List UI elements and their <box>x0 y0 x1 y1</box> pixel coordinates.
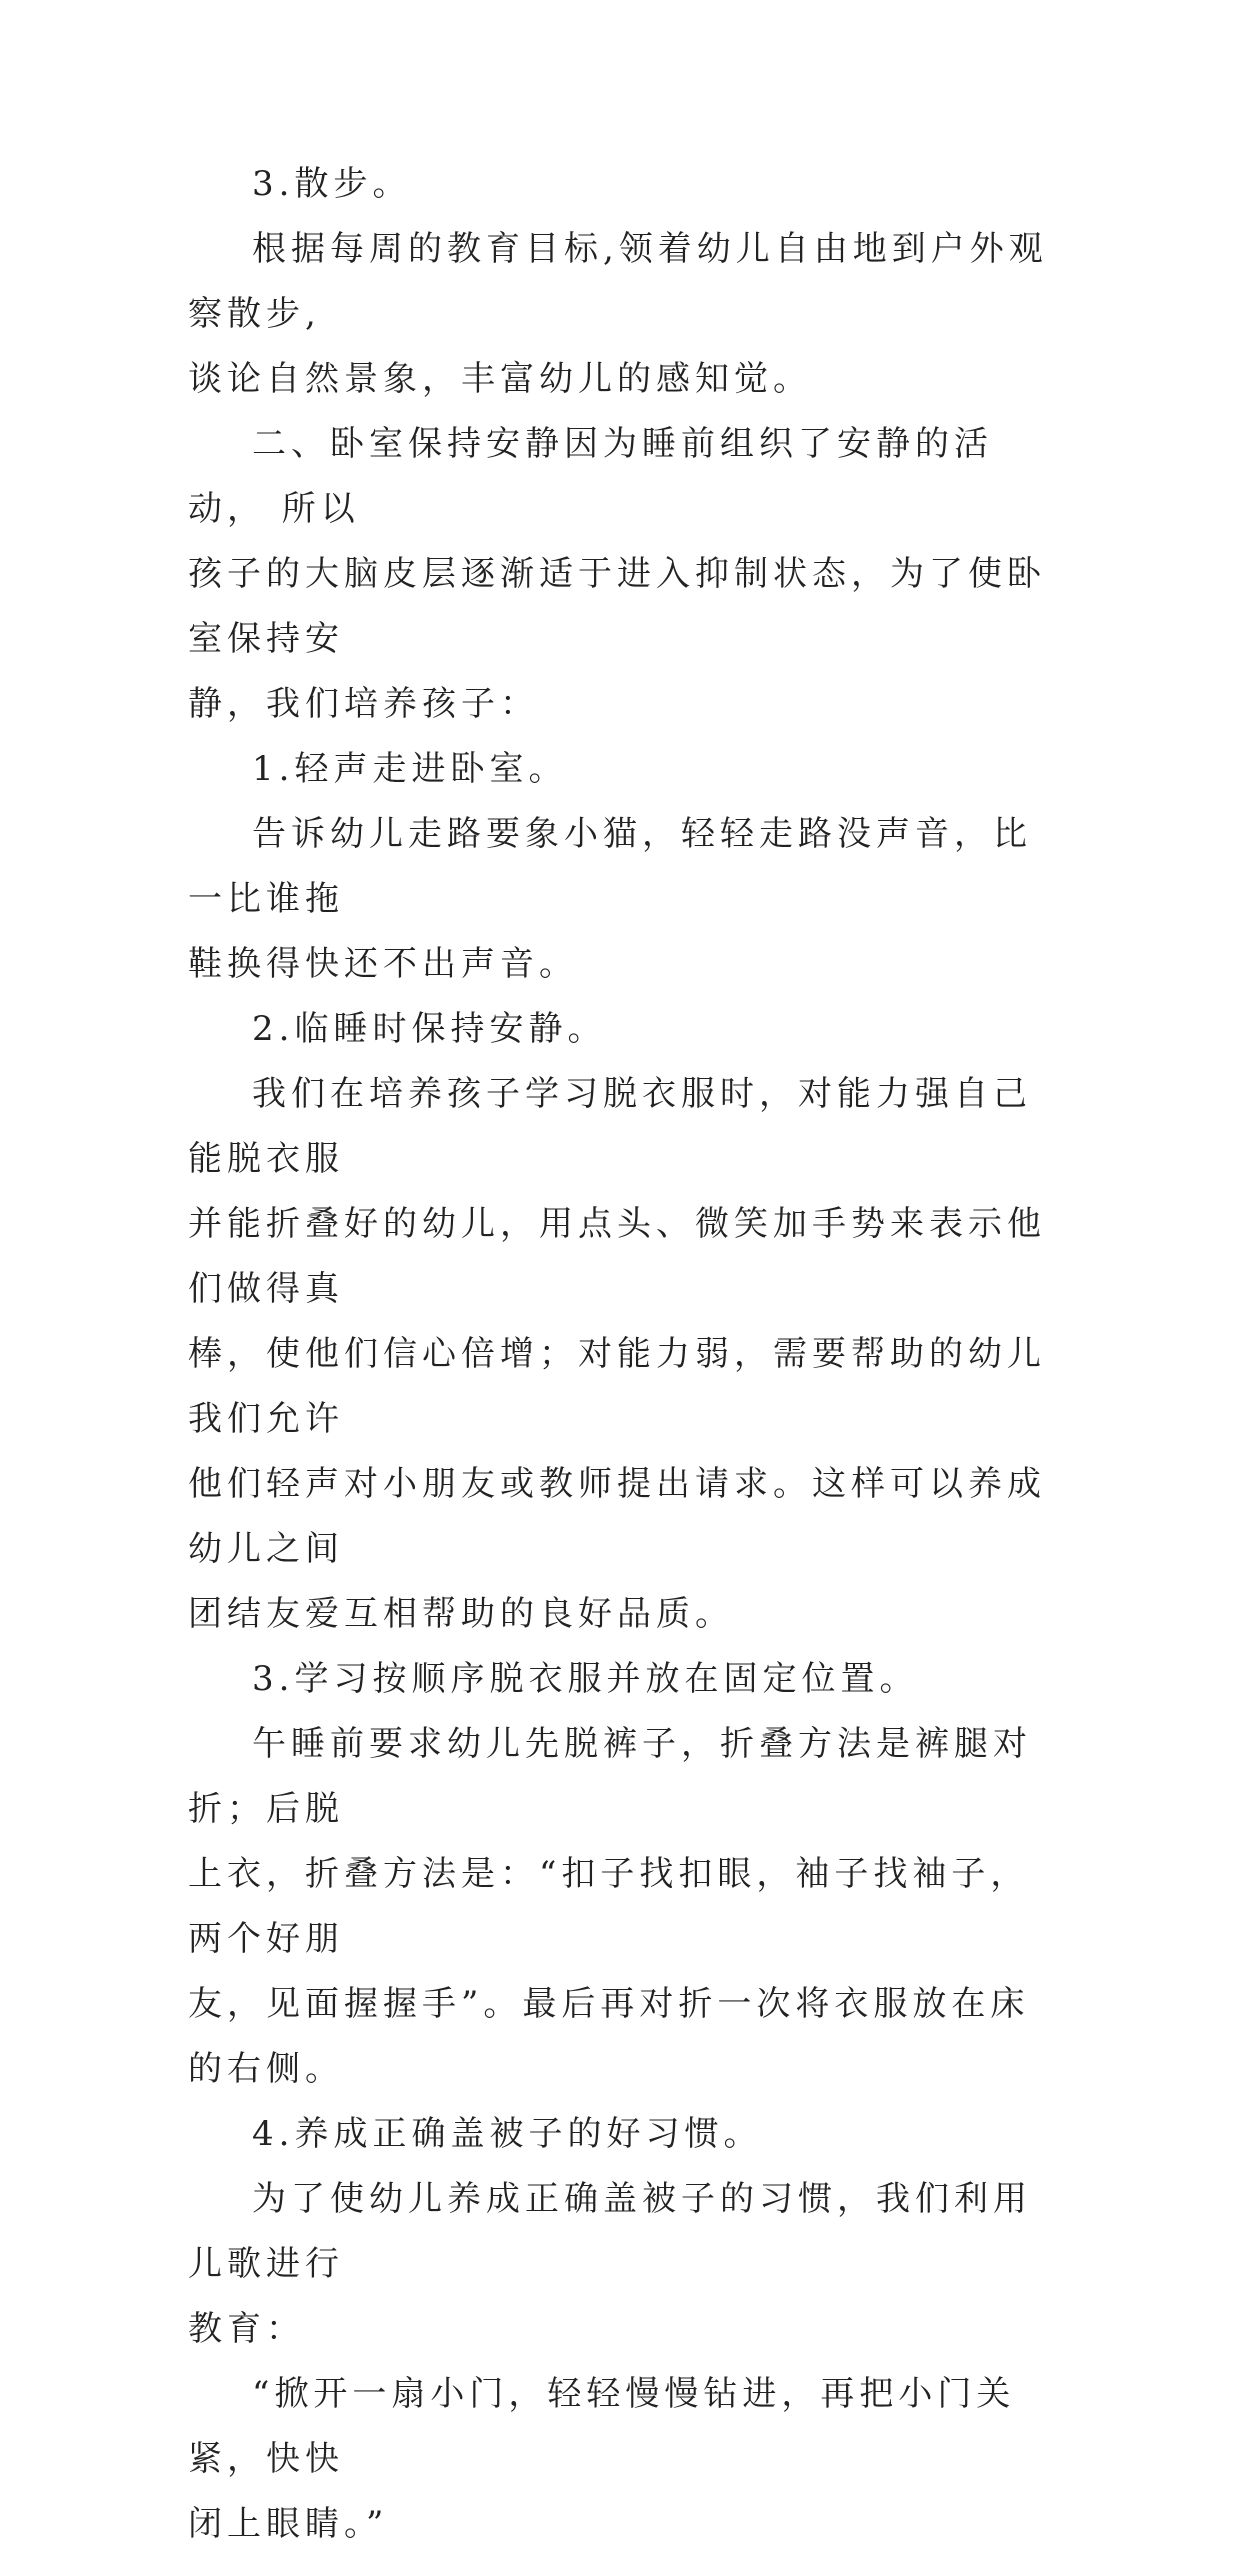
paragraph-walk-body <box>188 217 1060 412</box>
paragraph-nursery-rhyme <box>188 2362 1060 2557</box>
text-line: 我们在培养孩子学习脱衣服时，对能力强自己能脱衣服 <box>188 1074 1032 1179</box>
paragraph-item-1-body <box>188 802 1060 997</box>
paragraph-item-2-heading <box>188 997 1060 1062</box>
text-line: 鞋换得快还不出声音。 <box>188 944 578 984</box>
text-line: 闭上眼睛。” <box>188 2504 389 2544</box>
text-line: 孩子的大脑皮层逐渐适于进入抑制状态，为了使卧室保持安 <box>188 554 1046 659</box>
text-line: 3.散步。 <box>252 164 412 204</box>
text-line: 3.学习按顺序脱衣服并放在固定位置。 <box>252 1659 919 1699</box>
text-line: 谈论自然景象，丰富幼儿的感知觉。 <box>188 359 812 399</box>
text-line: 告诉幼儿走路要象小猫，轻轻走路没声音，比一比谁拖 <box>188 814 1032 919</box>
text-line: 并能折叠好的幼儿，用点头、微笑加手势来表示他们做得真 <box>188 1204 1046 1309</box>
text-line: 午睡前要求幼儿先脱裤子，折叠方法是裤腿对折；后脱 <box>188 1724 1032 1829</box>
paragraph-item-4-body <box>188 2167 1060 2362</box>
text-line: “掀开一扇小门，轻轻慢慢钻进，再把小门关紧，快快 <box>188 2374 1016 2479</box>
paragraph-item-4-heading <box>188 2102 1060 2167</box>
text-line: 团结友爱互相帮助的良好品质。 <box>188 1594 734 1634</box>
document-page <box>188 152 1060 2557</box>
paragraph-item-1-heading <box>188 737 1060 802</box>
text-line: 二、卧室保持安静因为睡前组织了安静的活动， 所以 <box>188 424 993 529</box>
paragraph-walk-heading <box>188 152 1060 217</box>
text-line: 教育： <box>188 2309 305 2349</box>
paragraph-section-two <box>188 412 1060 737</box>
text-line: 1.轻声走进卧室。 <box>252 749 568 789</box>
text-line: 他们轻声对小朋友或教师提出请求。这样可以养成幼儿之间 <box>188 1464 1046 1569</box>
paragraph-item-2-body <box>188 1062 1060 1647</box>
text-line: 友，见面握握手”。最后再对折一次将衣服放在床的右侧。 <box>188 1984 1030 2089</box>
text-line: 2.临睡时保持安静。 <box>252 1009 607 1049</box>
paragraph-item-3-body <box>188 1712 1060 2102</box>
text-line: 根据每周的教育目标,领着幼儿自由地到户外观察散步, <box>188 229 1048 334</box>
text-line: 静，我们培养孩子： <box>188 684 539 724</box>
text-line: 棒，使他们信心倍增；对能力弱，需要帮助的幼儿我们允许 <box>188 1334 1046 1439</box>
text-line: 4.养成正确盖被子的好习惯。 <box>252 2114 763 2154</box>
text-line: 上衣，折叠方法是：“扣子找扣眼，袖子找袖子，两个好朋 <box>188 1854 1030 1959</box>
text-line: 为了使幼儿养成正确盖被子的习惯，我们利用儿歌进行 <box>188 2179 1032 2284</box>
paragraph-item-3-heading <box>188 1647 1060 1712</box>
